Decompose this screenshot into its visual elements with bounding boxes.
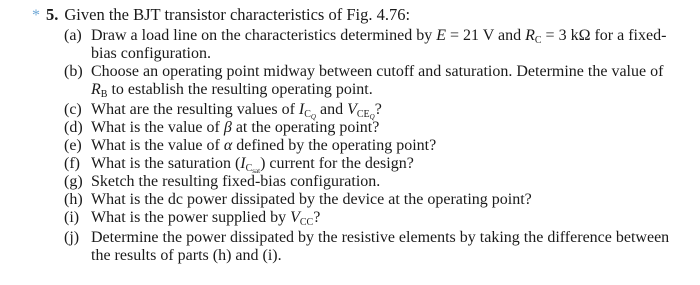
part-a-eq1: = 21 V and — [445, 27, 526, 44]
part-e-text1: What is the value of — [91, 137, 224, 154]
part-e-label: (e) — [64, 137, 82, 154]
part-b-line2-text: to establish the resulting operating point. — [107, 81, 373, 98]
part-h-text: What is the dc power dissipated by the device at the operating point? — [91, 191, 532, 208]
part-c-end: ? — [374, 101, 382, 118]
part-g-text: Sketch the resulting fixed-bias configuration. — [91, 173, 381, 190]
part-f-text1: What is the saturation ( — [91, 155, 241, 172]
part-d — [64, 119, 379, 137]
part-b-label: (b) — [64, 63, 83, 80]
part-c-ic-subsub: Q — [310, 113, 316, 121]
part-f-ic-sub: C — [245, 163, 253, 174]
part-h — [64, 191, 532, 209]
part-g — [64, 173, 380, 191]
part-a-text: Draw a load line on the characteristics determined by — [91, 27, 433, 44]
problem-intro: Given the BJT transistor characteristics of Fig. 4.76: — [64, 5, 411, 24]
part-i-vcc-subscript: CC — [299, 217, 314, 228]
part-j-line2: the results of parts (h) and (i). — [91, 247, 282, 264]
problem-header — [32, 5, 410, 26]
part-e — [64, 137, 436, 155]
part-j-label: (j) — [64, 229, 80, 246]
part-i-label: (i) — [64, 209, 80, 226]
part-d-beta-symbol: β — [223, 119, 232, 136]
part-a-eq2: = 3 kΩ for a fixed- — [541, 27, 667, 44]
part-e-alpha-symbol: α — [223, 137, 233, 154]
part-d-label: (d) — [64, 119, 83, 136]
part-a-line2: bias configuration. — [91, 45, 211, 62]
part-a-rc-subscript: C — [534, 35, 542, 46]
part-f-label: (f) — [64, 155, 80, 172]
part-b-line1: Choose an operating point midway between cutoff and saturation. Determine the value of — [91, 63, 664, 80]
part-i-vcc-symbol: V — [290, 209, 300, 226]
part-g-label: (g) — [64, 173, 83, 190]
part-a-label: (a) — [64, 27, 82, 44]
part-c-ic-symbol: I — [298, 101, 305, 118]
part-c-vce-subsub: Q — [369, 113, 375, 121]
part-i-text1: What is the power supplied by — [91, 209, 291, 226]
part-a-rc-symbol: R — [525, 27, 535, 44]
part-h-label: (h) — [64, 191, 83, 208]
part-i — [64, 209, 320, 227]
part-f-ic-symbol: I — [240, 155, 246, 172]
part-j — [64, 229, 669, 247]
part-d-text1: What is the value of — [91, 119, 224, 136]
part-b — [64, 63, 663, 81]
part-c-ic-sub: C — [304, 109, 311, 120]
part-b-rb-symbol: R — [91, 81, 101, 98]
part-f-ic-subsub: sat — [252, 167, 261, 175]
part-f — [64, 155, 414, 173]
part-f-text2: ) current for the design? — [260, 155, 414, 172]
part-a — [64, 27, 666, 45]
part-a-e-symbol: E — [436, 27, 446, 44]
part-i-end: ? — [313, 209, 321, 226]
part-c — [64, 101, 382, 119]
star-icon: * — [32, 7, 40, 24]
part-c-vce-sub: CE — [356, 109, 370, 120]
part-e-text2: defined by the operating point? — [232, 137, 437, 154]
part-j-line1: Determine the power dissipated by the resistive elements by taking the difference between — [91, 229, 670, 246]
part-c-and: and — [315, 101, 348, 118]
part-d-text2: at the operating point? — [231, 119, 380, 136]
part-c-label: (c) — [64, 101, 82, 118]
part-b-line2 — [91, 81, 373, 99]
part-c-vce-symbol: V — [347, 101, 357, 118]
part-b-rb-subscript: B — [100, 89, 108, 100]
problem-number: 5. — [46, 5, 59, 24]
part-c-text: What are the resulting values of — [91, 101, 299, 118]
